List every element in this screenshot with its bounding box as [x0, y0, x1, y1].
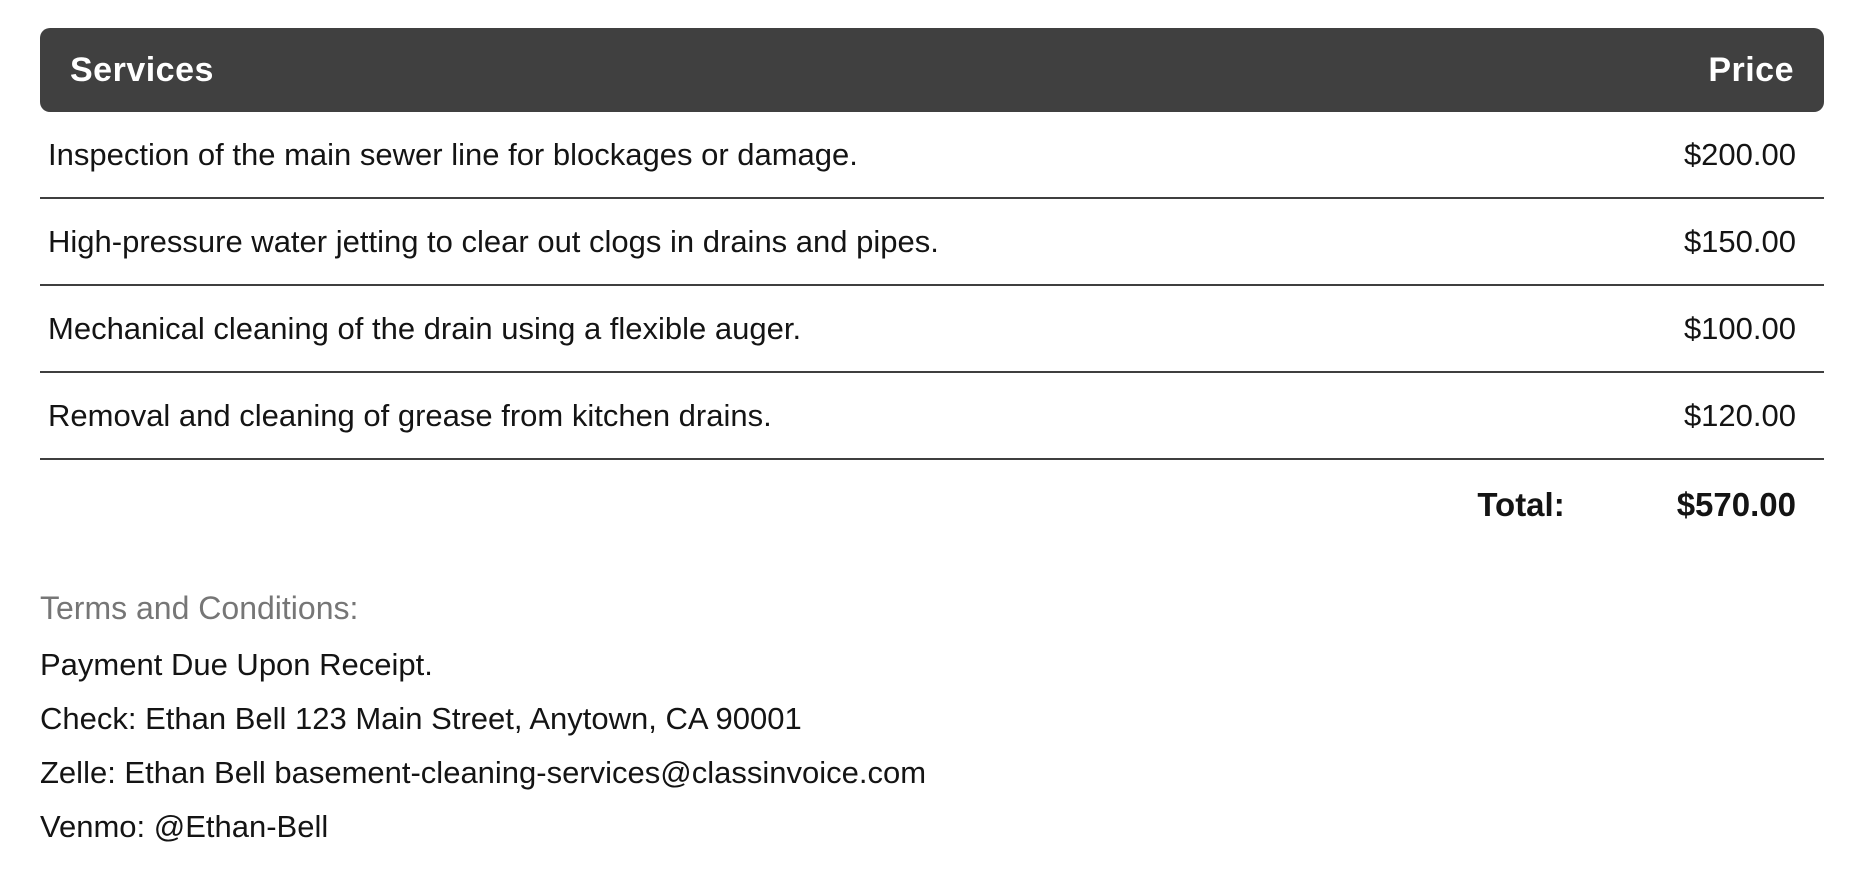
service-description: Removal and cleaning of grease from kitchen drains.	[48, 397, 772, 433]
total-value: $570.00	[1676, 486, 1796, 523]
invoice-document	[40, 28, 1824, 842]
service-price: $200.00	[1683, 136, 1796, 172]
total-row	[40, 460, 1824, 550]
terms-line-payment: Payment Due Upon Receipt.	[40, 647, 433, 682]
terms-section	[40, 590, 1824, 842]
service-price: $120.00	[1683, 397, 1796, 433]
terms-heading: Terms and Conditions:	[40, 590, 359, 626]
table-row	[40, 286, 1824, 373]
terms-line-zelle: Zelle: Ethan Bell basement-cleaning-services@classinvoice.com	[40, 755, 927, 790]
terms-line-check: Check: Ethan Bell 123 Main Street, Anytown, CA 90001	[40, 701, 802, 736]
table-row	[40, 112, 1824, 199]
table-row	[40, 199, 1824, 286]
total-label: Total:	[1477, 486, 1565, 523]
service-price: $100.00	[1683, 310, 1796, 346]
service-price: $150.00	[1683, 223, 1796, 259]
service-description: Mechanical cleaning of the drain using a flexible auger.	[48, 310, 802, 346]
services-column-header: Services	[70, 50, 214, 89]
table-row	[40, 373, 1824, 460]
terms-line-venmo: Venmo: @Ethan-Bell	[40, 809, 329, 844]
price-column-header: Price	[1708, 50, 1794, 89]
service-description: High-pressure water jetting to clear out clogs in drains and pipes.	[48, 223, 939, 259]
table-header-row	[40, 28, 1824, 112]
services-table	[40, 28, 1824, 550]
service-description: Inspection of the main sewer line for blockages or damage.	[48, 136, 858, 172]
